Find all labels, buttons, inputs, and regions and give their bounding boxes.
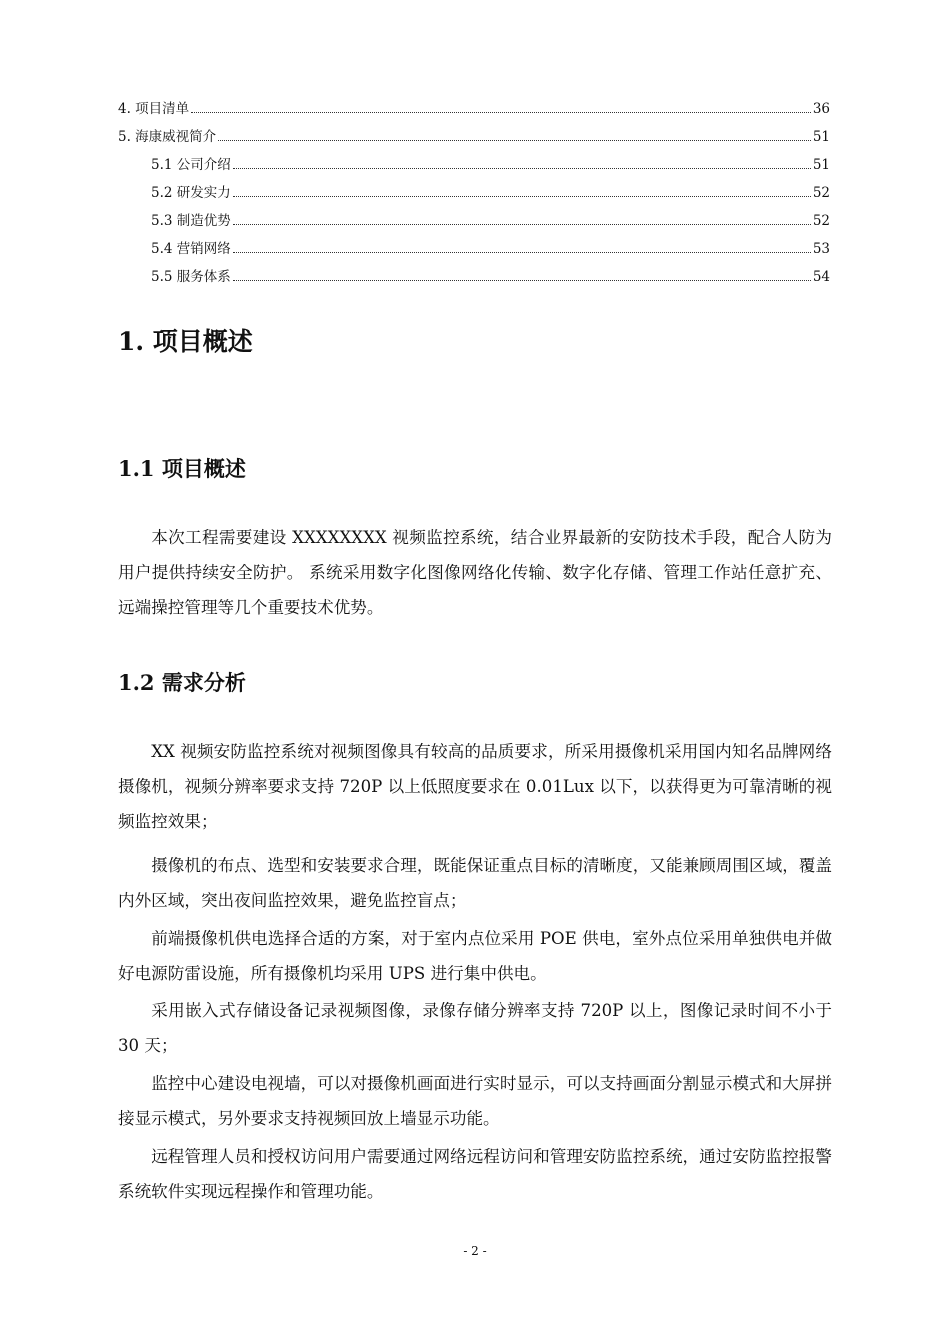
section-heading-1-2: 1.2 需求分析 [118,670,246,695]
toc-leader-dots [233,195,811,197]
toc-leader-dots [233,251,811,253]
toc-leader-dots [191,111,811,113]
toc-entry-page: 52 [812,185,830,201]
toc-entry[interactable] [118,153,830,181]
toc-entry-page: 36 [812,101,830,117]
toc-leader-dots [233,223,811,225]
toc-entry[interactable] [118,181,830,209]
toc-entry-label: 4. 项目清单 [118,101,190,117]
toc-entry-page: 53 [812,241,830,257]
toc-entry-page: 51 [812,129,830,145]
body-paragraph: 监控中心建设电视墙，可以对摄像机画面进行实时显示，可以支持画面分割显示模式和大屏拼接显示模式，另外要求支持视频回放上墙显示功能。 [118,1074,832,1128]
toc-entry-label: 5.1 公司介绍 [151,157,231,173]
toc-entry-page: 51 [812,157,830,173]
toc-entry-label: 5. 海康威视简介 [118,129,217,145]
body-paragraph: 前端摄像机供电选择合适的方案，对于室内点位采用 POE 供电，室外点位采用单独供电并做好电源防雷设施，所有摄像机均采用 UPS 进行集中供电。 [118,929,832,983]
body-paragraph: 采用嵌入式存储设备记录视频图像，录像存储分辨率支持 720P 以上，图像记录时间不小于 30 天； [118,1001,832,1055]
toc-entry[interactable] [118,97,830,125]
body-paragraph: XX 视频安防监控系统对视频图像具有较高的品质要求，所采用摄像机采用国内知名品牌网络摄像机，视频分辨率要求支持 720P 以上低照度要求在 0.01Lux 以下，以获得更为可靠清晰的视频监控效果； [118,742,832,831]
page-number: - 2 - [463,1244,487,1258]
toc-entry[interactable] [118,237,830,265]
section-heading-1-1: 1.1 项目概述 [118,456,246,481]
toc-entry-label: 5.5 服务体系 [151,269,231,285]
toc-entry-page: 52 [812,213,830,229]
toc-entry-label: 5.2 研发实力 [151,185,231,201]
toc-entry[interactable] [118,125,830,153]
toc-entry[interactable] [118,265,830,293]
toc-entry-label: 5.4 营销网络 [151,241,231,257]
toc-entry[interactable] [118,209,830,237]
body-paragraph: 远程管理人员和授权访问用户需要通过网络远程访问和管理安防监控系统，通过安防监控报警系统软件实现远程操作和管理功能。 [118,1147,832,1201]
table-of-contents [118,97,830,293]
body-paragraph: 摄像机的布点、选型和安装要求合理，既能保证重点目标的清晰度，又能兼顾周围区域，覆盖内外区域，突出夜间监控效果，避免监控盲点； [118,856,832,910]
toc-leader-dots [218,139,811,141]
toc-leader-dots [233,279,811,281]
toc-leader-dots [233,167,811,169]
section-heading-1: 1. 项目概述 [118,327,253,356]
toc-entry-page: 54 [812,269,830,285]
body-paragraph: 本次工程需要建设 XXXXXXXX 视频监控系统，结合业界最新的安防技术手段，配合人防为用户提供持续安全防护。 系统采用数字化图像网络化传输、数字化存储、管理工作站任意扩充、远端操控管理等几个重要技术优势。 [118,528,832,617]
toc-entry-label: 5.3 制造优势 [151,213,231,229]
